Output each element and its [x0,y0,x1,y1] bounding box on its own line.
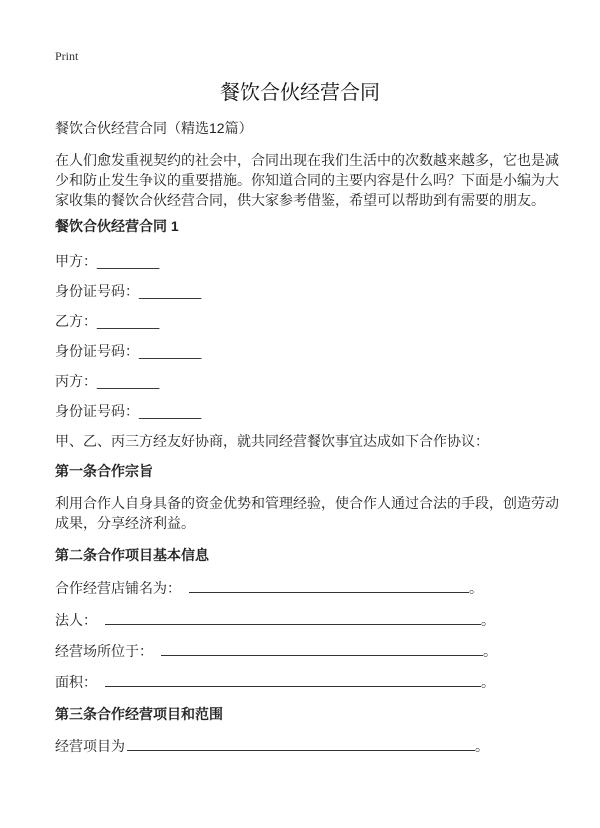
field-label: 合作经营店铺名为： [55,580,181,596]
party-line [55,311,565,331]
field-end: 。 [469,580,483,596]
blank-field[interactable] [105,610,481,625]
party-line [55,251,565,271]
blank-field[interactable]: ________ [139,343,202,359]
party-line [55,341,565,361]
party-line [55,371,565,391]
article-heading: 第三条合作经营项目和范围 [55,706,223,722]
field-end: 。 [481,612,495,628]
field-end: 。 [483,643,497,659]
field-label: 甲方： [55,253,97,269]
blank-field[interactable] [189,578,469,593]
field-label: 身份证号码： [55,403,139,419]
field-label: 身份证号码： [55,343,139,359]
section-heading: 餐饮合伙经营合同 1 [55,218,179,234]
print-link[interactable]: Print [55,49,79,63]
party-line [55,401,565,421]
blank-field[interactable]: ________ [139,403,202,419]
intro-paragraph: 在人们愈发重视契约的社会中，合同出现在我们生活中的次数越来越多，它也是减少和防止发生争议的重要措施。你知道合同的主要内容是什么吗？下面是小编为大家收集的餐饮合伙经营合同，供大家参考借鉴，希望可以帮助到有需要的朋友。 [55,152,559,208]
form-row [55,672,565,692]
field-label: 面积： [55,674,97,690]
field-label: 乙方： [55,313,97,329]
agreement-line: 甲、乙、丙三方经友好协商，就共同经营餐饮事宜达成如下合作协议： [55,433,489,449]
blank-field[interactable]: ________ [139,283,202,299]
form-row [55,610,565,630]
form-row [55,578,565,598]
blank-field[interactable]: ________ [97,313,160,329]
blank-field[interactable]: ________ [97,373,160,389]
field-end: 。 [481,674,495,690]
field-label: 经营项目为 [55,738,125,754]
page-title: 餐饮合伙经营合同 [220,82,380,104]
form-row [55,641,565,661]
field-label: 身份证号码： [55,283,139,299]
blank-field[interactable]: ________ [97,253,160,269]
field-label: 丙方： [55,373,97,389]
field-label: 法人： [55,612,97,628]
article-heading: 第二条合作项目基本信息 [55,547,209,563]
form-row [55,736,565,756]
blank-field[interactable] [105,672,481,687]
blank-field[interactable] [127,736,475,751]
party-line [55,281,565,301]
field-label: 经营场所位于： [55,643,153,659]
blank-field[interactable] [161,641,483,656]
subtitle: 餐饮合伙经营合同（精选12篇） [55,120,253,136]
field-end: 。 [475,738,489,754]
article-text: 利用合作人自身具备的资金优势和管理经验，使合作人通过合法的手段，创造劳动成果，分享经济利益。 [55,495,559,531]
article-heading: 第一条合作宗旨 [55,463,153,479]
